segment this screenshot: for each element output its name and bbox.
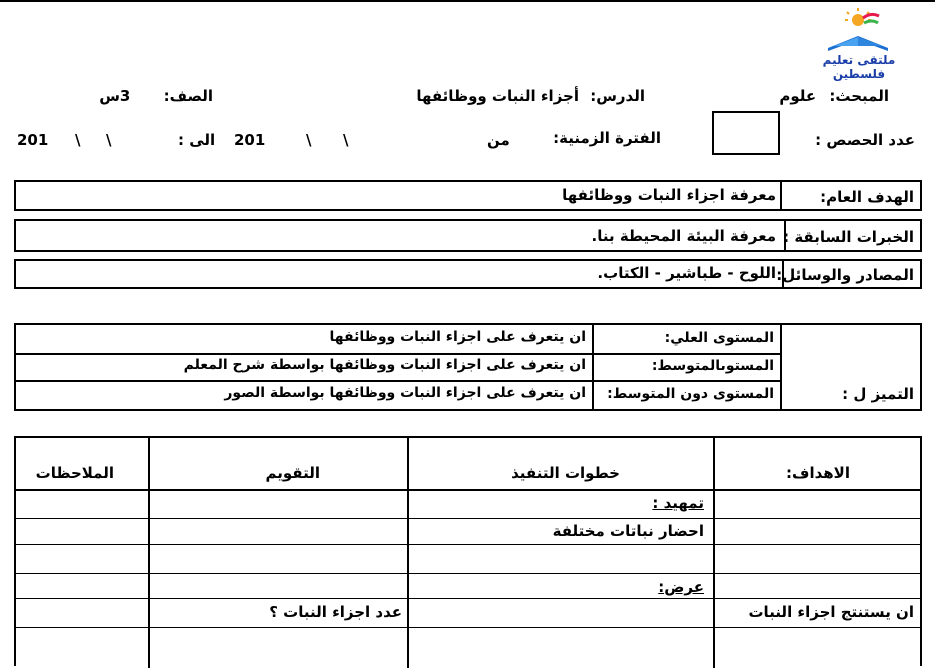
level-low-value: ان يتعرف على اجزاء النبات ووظائفها بواسطة الصور	[224, 385, 586, 401]
from-label: من	[487, 131, 510, 149]
timeframe-label: الفترة الزمنية:	[553, 129, 661, 147]
to-year: 201	[17, 131, 49, 149]
resources-label: المصادر والوسائل:	[776, 266, 914, 284]
from-year: 201	[234, 131, 266, 149]
differentiation-box	[14, 323, 922, 411]
step-bring-plants: احضار نباتات مختلفة	[552, 522, 704, 540]
differentiation-label: التميز ل :	[842, 385, 914, 403]
general-goal-label: الهدف العام:	[820, 188, 914, 206]
plan-table	[14, 436, 922, 666]
page-top-border	[0, 0, 935, 2]
header-steps: خطوات التنفيذ	[511, 464, 620, 482]
subject-label: المبحث:	[829, 87, 889, 105]
header-notes: الملاحظات	[35, 464, 114, 482]
resources-row	[14, 259, 922, 289]
from-date-sep-b: \	[306, 131, 312, 149]
from-date-sep-a: \	[343, 131, 349, 149]
level-mid-value: ان يتعرف على اجزاء النبات ووظائفها بواسطة شرح المعلم	[183, 357, 586, 373]
resources-value: اللوح - طباشير - الكتاب.	[597, 264, 776, 282]
evaluation-count-parts: عدد اجزاء النبات ؟	[269, 603, 402, 621]
lesson-label: الدرس:	[590, 87, 645, 105]
to-date-sep-a: \	[106, 131, 112, 149]
step-presentation: عرض:	[658, 578, 704, 596]
grade-field	[99, 87, 213, 105]
periods-count-box[interactable]	[712, 111, 780, 155]
to-date-sep-b: \	[75, 131, 81, 149]
general-goal-value: معرفة اجزاء النبات ووظائفها	[562, 186, 776, 204]
to-label: الى :	[178, 131, 216, 149]
lesson-value: أجزاء النبات ووظائفها	[416, 87, 579, 105]
lesson-field	[416, 87, 645, 105]
step-intro: تمهيد :	[652, 494, 704, 512]
logo-text: ملتقى تعليم فلسطين	[822, 53, 896, 81]
level-low-label: المستوى دون المتوسط:	[607, 386, 774, 402]
header-objectives: الاهداف:	[786, 464, 850, 482]
level-high-value: ان يتعرف على اجزاء النبات ووظائفها	[329, 329, 586, 345]
logo	[800, 6, 918, 81]
subject-value: علوم	[779, 87, 817, 105]
prior-experience-row	[14, 219, 922, 252]
level-mid-label: المستوىالمتوسط:	[651, 358, 774, 374]
grade-value: 3س	[99, 87, 131, 105]
grade-label: الصف:	[163, 87, 213, 105]
general-goal-row	[14, 180, 922, 211]
prior-experience-label: الخبرات السابقة :	[783, 228, 914, 246]
level-high-label: المستوى العلي:	[664, 330, 774, 346]
header-evaluation: التقويم	[265, 464, 320, 482]
objective-plant-parts: ان يستنتج اجزاء النبات	[748, 603, 914, 621]
periods-label: عدد الحصص :	[815, 131, 915, 149]
subject-field	[779, 87, 889, 105]
prior-experience-value: معرفة البيئة المحيطة بنا.	[591, 227, 776, 245]
logo-emblem-icon	[800, 6, 918, 54]
